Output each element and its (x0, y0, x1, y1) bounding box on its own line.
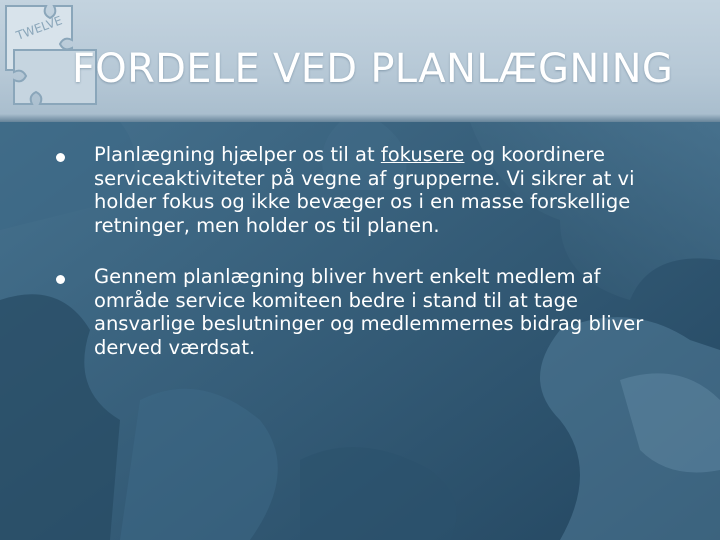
svg-text:TWELVE: TWELVE (14, 13, 65, 43)
bullet-text (94, 143, 676, 237)
bullet-text: Gennem planlægning bliver hvert enkelt medlem af område service komiteen bedre i stand til at tage ansvarlige beslutninger og medlemmernes bidrag bliver derved værdsat. (94, 265, 644, 359)
bullet-text-after: og koordinere serviceaktiviteter på vegne af grupperne. Vi sikrer at vi holder fokus og ikke bevæger os i en masse forskellige retninger, men holder os til planen. (94, 143, 635, 237)
bullet-dot-icon (56, 275, 65, 284)
bullet-list (56, 143, 676, 387)
bullet-item (56, 143, 676, 237)
bullet-dot-icon (56, 153, 65, 162)
bullet-text-before: Planlægning hjælper os til at (94, 143, 381, 166)
slide-title: FORDELE VED PLANLÆGNING (72, 46, 674, 92)
fokusere-link[interactable]: fokusere (380, 143, 465, 166)
bullet-item (56, 265, 676, 359)
